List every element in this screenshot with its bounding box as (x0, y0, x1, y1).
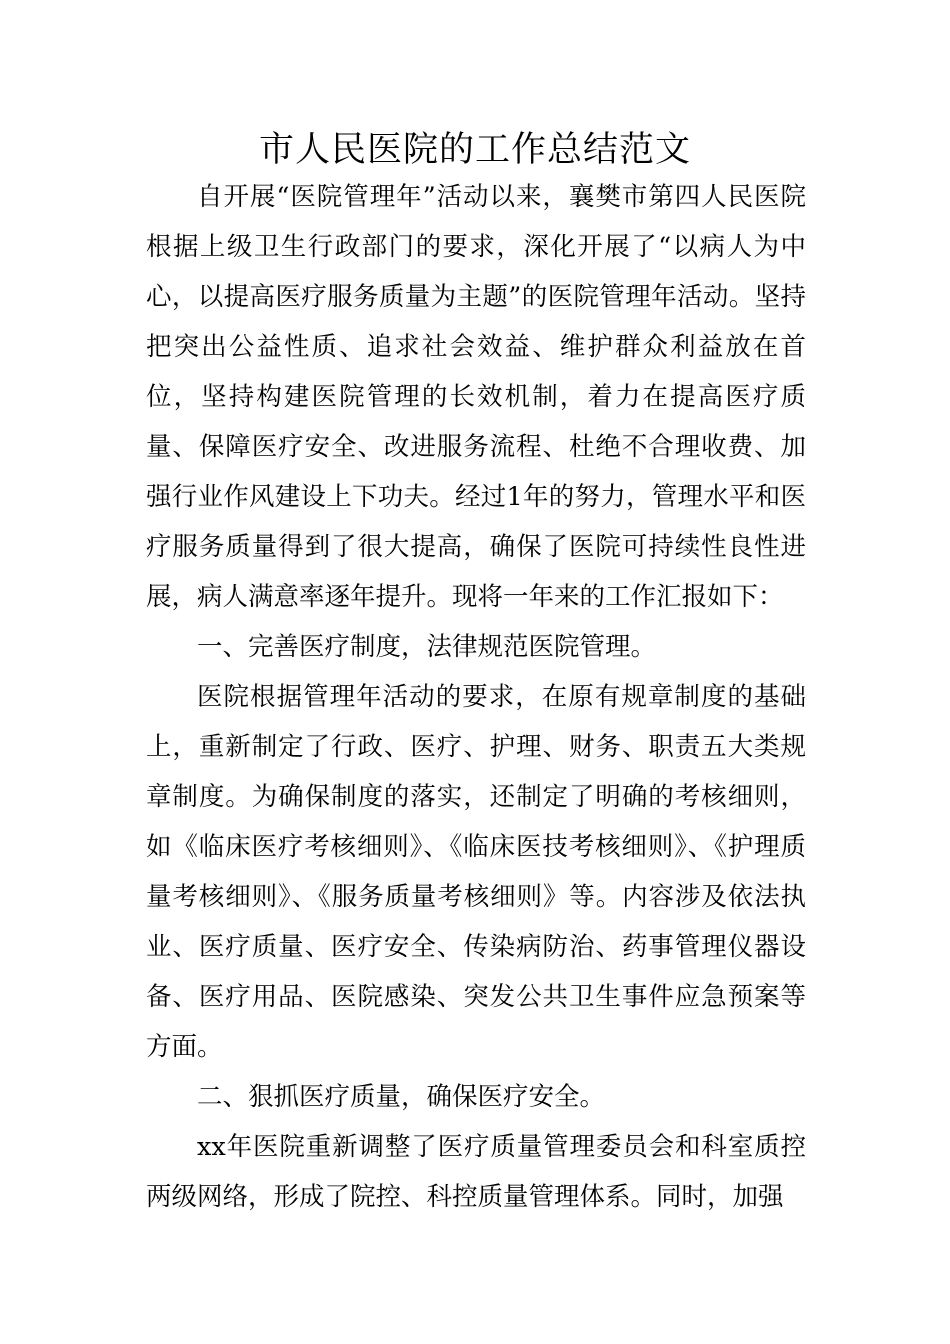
document-body (146, 172, 806, 1222)
document-title: 市人民医院的工作总结范文 (258, 130, 691, 170)
paragraph-intro: 自开展“医院管理年”活动以来，襄樊市第四人民医院根据上级卫生行政部门的要求，深化开展了“以病人为中心，以提高医疗服务质量为主题”的医院管理年活动。坚持把突出公益性质、追求社会效益、维护群众利益放在首位，坚持构建医院管理的长效机制，着力在提高医疗质量、保障医疗安全、改进服务流程、杜绝不合理收费、加强行业作风建设上下功夫。经过1年的努力，管理水平和医疗服务质量得到了很大提高，确保了医院可持续性良性进展，病人满意率逐年提升。现将一年来的工作汇报如下： (146, 182, 806, 612)
paragraph-section-2: xx年医院重新调整了医疗质量管理委员会和科室质控两级网络，形成了院控、科控质量管理体系。同时，加强 (146, 1132, 806, 1212)
paragraph-section-1: 医院根据管理年活动的要求，在原有规章制度的基础上，重新制定了行政、医疗、护理、财务、职责五大类规章制度。为确保制度的落实，还制定了明确的考核细则，如《临床医疗考核细则》、《临床医技考核细则》、《护理质量考核细则》、《服务质量考核细则》等。内容涉及依法执业、医疗质量、医疗安全、传染病防治、药事管理仪器设备、医疗用品、医院感染、突发公共卫生事件应急预案等方面。 (146, 682, 806, 1062)
section-heading-1: 一、完善医疗制度，法律规范医院管理。 (197, 632, 657, 662)
section-heading-2: 二、狠抓医疗质量，确保医疗安全。 (197, 1082, 606, 1112)
